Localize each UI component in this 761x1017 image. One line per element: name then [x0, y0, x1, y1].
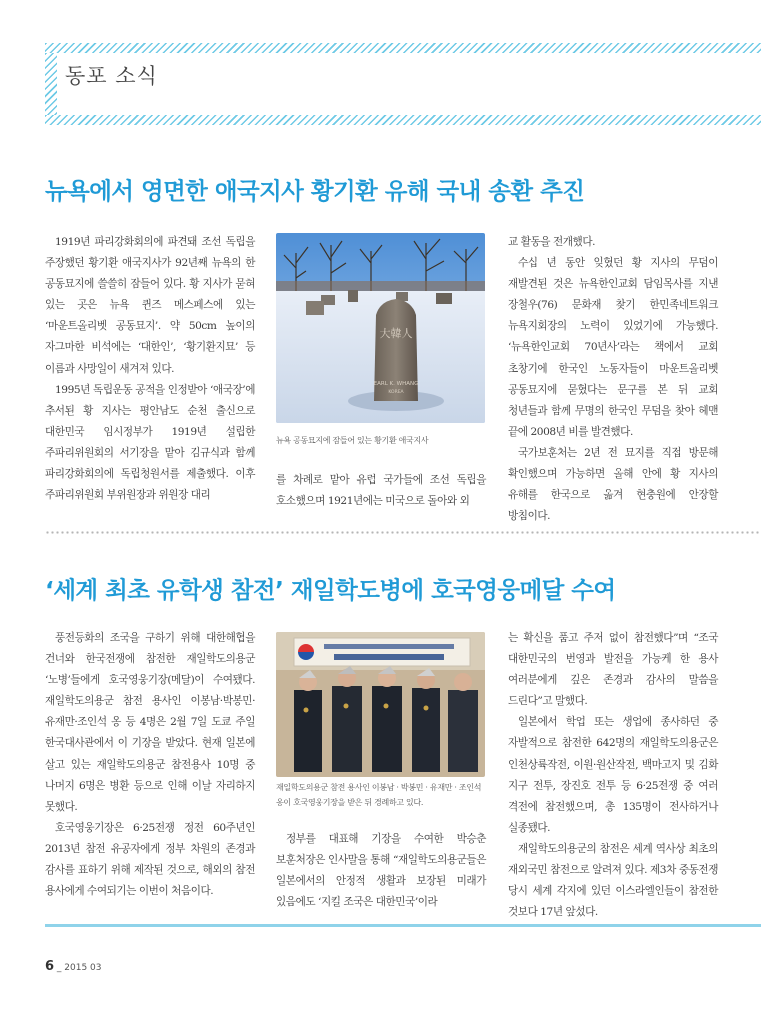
- tombstone-place: KOREA: [388, 390, 404, 395]
- article2-column-2: [276, 829, 486, 913]
- header-hatch-side: [45, 53, 57, 115]
- article1-paragraph: 를 차례로 맡아 유럽 국가들에 조선 독립을 호소했으며 1921년에는 미국으로 돌아와 외: [276, 474, 486, 508]
- article1-title: 뉴욕에서 영면한 애국지사 황기환 유해 국내 송환 추진: [45, 177, 585, 205]
- header-hatch-top: [45, 43, 761, 53]
- article2-paragraph: 풍전등화의 조국을 구하기 위해 대한해협을 건너와 한국전쟁에 참전한 재일학도의용군 ‘노병’들에게 호국영웅기장(메달)이 수여됐다. 재일학도의용군 참전 용사인 이봉남·박봉민·유재만·조인석 옹 등 4명은 2월 7일 도쿄 주일 한국대사관에서 이 기장을 받았다. 현재 일본에 살고 있는 재일학도의용군 참전용사 10명 중 나머지 6명은 병환 등으로 인해 이날 자리하지 못했다.: [45, 632, 255, 813]
- article1-paragraph: 1919년 파리강화회의에 파견돼 조선 독립을 주장했던 황기환 애국지사가 92년째 뉴욕의 한 공동묘지에 쓸쓸히 잠들어 있다. 황 지사가 묻혀 있는 곳은 뉴욕 퀸즈 메스페스에 있는 ‘마운트올리벳 공동묘지’. 약 50cm 높이의 자그마한 비석에는 ‘대한인’, ‘황기환지묘’ 등 이름과 사망일이 새겨져 있다.: [45, 236, 255, 375]
- page-footer: [45, 959, 102, 974]
- article1-column-3: [508, 232, 718, 527]
- article1-paragraph: 수십 년 동안 잊혔던 황 지사의 무덤이 재발견된 것은 뉴욕한인교회 담임목사를 지낸 장철우(76) 문화재 찾기 한민족네트워크 뉴욕지회장의 노력이 있었기에 가능했다. ‘뉴욕한인교회 70년사’라는 책에서 교회 초창기에 한국인 노동자들이 마운트올리벳 공동묘지에 묻혔다는 문구를 본 뒤 교회 청년들과 함께 무명의 한국인 무덤을 찾아 헤맨 끝에 2008년 비를 발견했다.: [508, 257, 718, 438]
- article2-column-1: [45, 628, 255, 902]
- article2-paragraph: 호국영웅기장은 6·25전쟁 정전 60주년인 2013년 참전 유공자에게 정부 차원의 존경과 감사를 표하기 위해 제작된 것으로, 해외의 참전 용사에게 수여되기는 이번이 처음이다.: [45, 821, 255, 898]
- article1-paragraph: 국가보훈처는 2년 전 묘지를 직접 방문해 확인했으며 가능하면 올해 안에 황 지사의 유해를 한국으로 옮겨 현충원에 안장할 방침이다.: [508, 446, 718, 523]
- article2-title: ‘세계 최초 유학생 참전’ 재일학도병에 호국영웅메달 수여: [45, 576, 616, 604]
- article2-paragraph: 일본에서 학업 또는 생업에 종사하던 중 자발적으로 참전한 642명의 재일학도의용군은 인천상륙작전, 이원·원산작전, 백마고지 및 김화 지구 전투, 장진호 전투 등 6·25전쟁 중 여러 격전에 참전했으며, 총 135명이 전사하거나 실종됐다.: [508, 716, 718, 834]
- tombstone-name: EARL K. WHANG: [373, 381, 419, 387]
- ceremony-image: [276, 632, 485, 777]
- tombstone-caption: 뉴욕 공동묘지에 잠들어 있는 황기환 애국지사: [276, 436, 429, 445]
- article2-column-3: [508, 628, 718, 923]
- article2-paragraph: 정부를 대표해 기장을 수여한 박승춘 보훈처장은 인사말을 통해 “재일학도의용군들은 일본에서의 안정적 생활과 보장된 미래가 있음에도 ‘지킬 조국은 대한민국’이라: [276, 833, 486, 909]
- article-divider: [45, 531, 761, 534]
- bottom-rule: [45, 924, 761, 927]
- tombstone-hanja: 大韓人: [379, 327, 413, 340]
- article1-paragraph: 교 활동을 전개했다.: [508, 236, 596, 248]
- issue-date: _ 2015 03: [56, 963, 102, 973]
- ceremony-photo: [276, 632, 485, 777]
- article2-paragraph: 는 확신을 품고 주저 없이 참전했다”며 “조국 대한민국의 번영과 발전을 가능케 한 용사 여러분에게 깊은 존경과 감사의 말씀을 드린다”고 말했다.: [508, 632, 718, 708]
- tombstone-photo: [276, 233, 485, 423]
- header-hatch-bottom: [45, 115, 761, 125]
- article1-column-2: [276, 470, 486, 512]
- section-title: 동포 소식: [65, 64, 158, 88]
- article1-column-1: [45, 232, 255, 506]
- ceremony-caption: 재일학도의용군 참전 용사인 이봉남 · 박봉민 · 유재만 · 조인석 옹이 호국영웅기장을 받은 뒤 경례하고 있다.: [276, 783, 482, 807]
- article2-paragraph: 재일학도의용군의 참전은 세계 역사상 최초의 재외국민 참전으로 알려져 있다. 제3차 중동전쟁 당시 세계 각지에 있던 이스라엘인들이 참전한 것보다 17년 앞섰다.: [508, 842, 718, 919]
- page-number: 6: [45, 959, 55, 974]
- tombstone-image: [276, 233, 485, 423]
- article1-paragraph: 1995년 독립운동 공적을 인정받아 ‘애국장’에 추서된 황 지사는 평안남도 순천 출신으로 대한민국 임시정부가 1919년 설립한 주파리위원회의 서기장을 맡아 김규식과 함께 파리강화회의에 독립청원서를 제출했다. 이후 주파리위원회 부위원장과 위원장 대리: [45, 383, 255, 502]
